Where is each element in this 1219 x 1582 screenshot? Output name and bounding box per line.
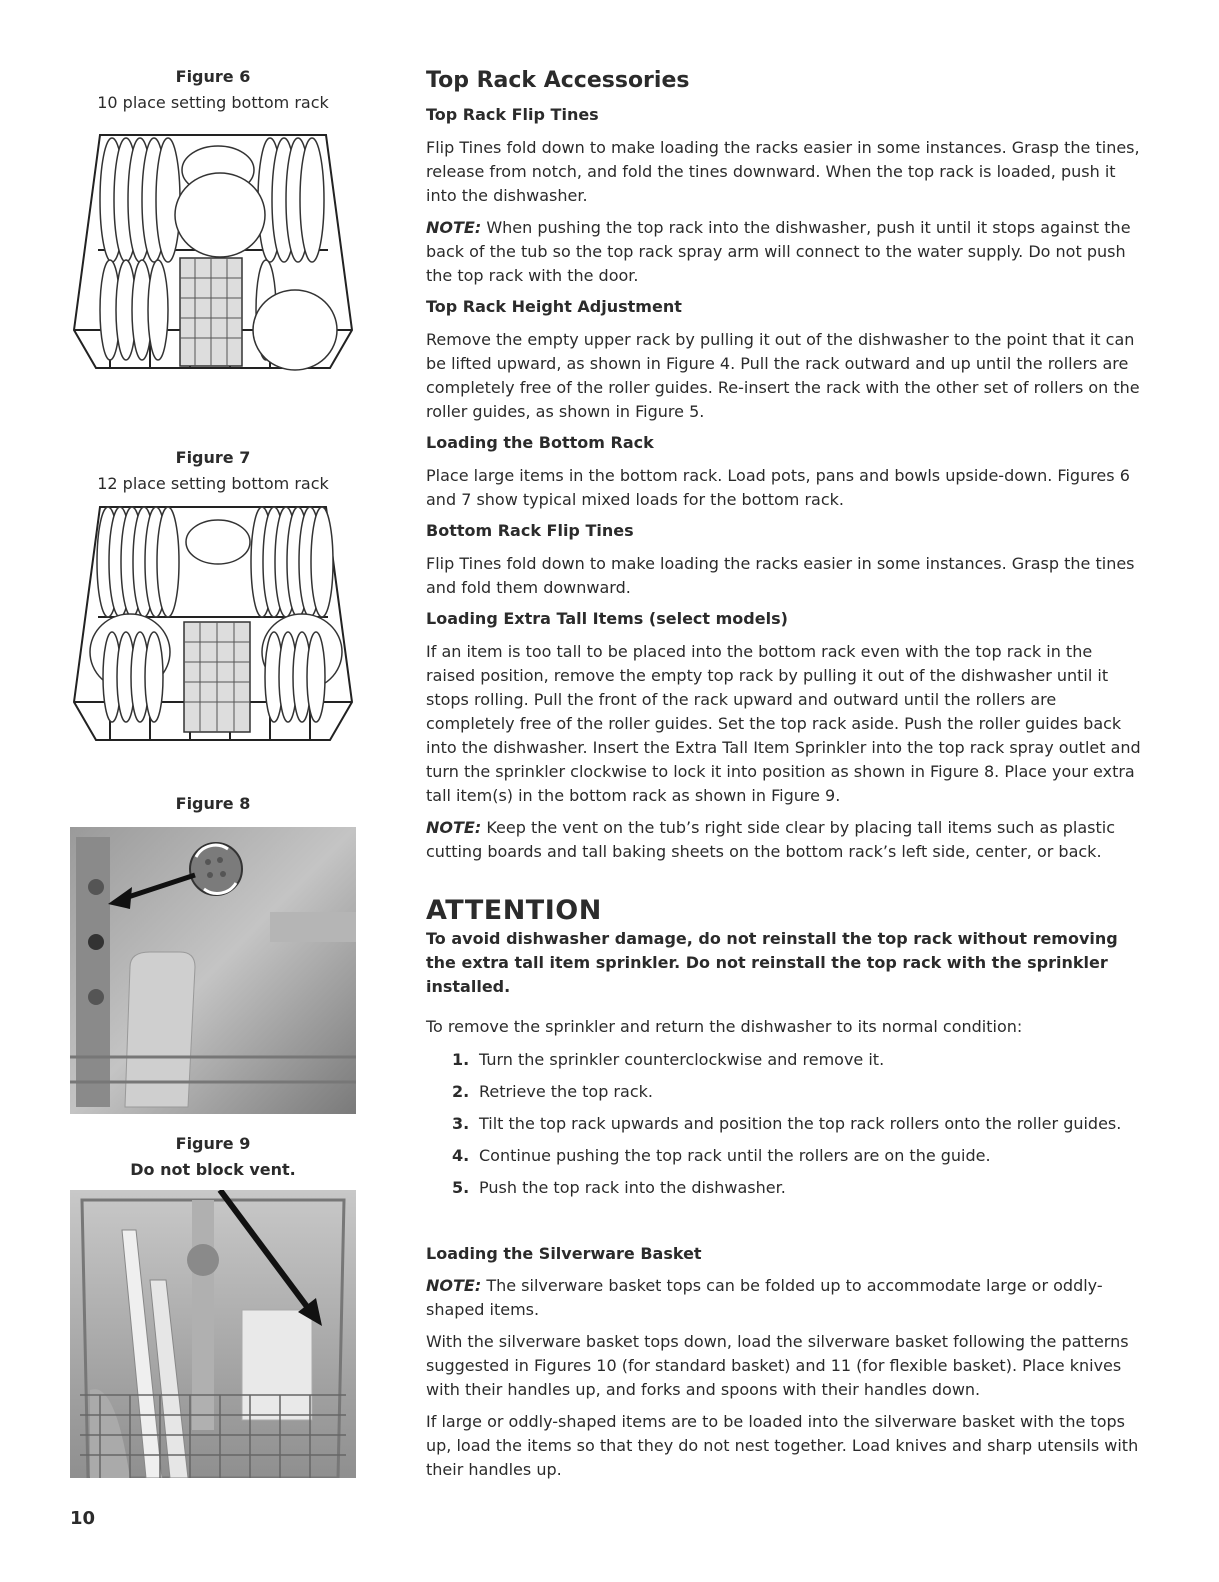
figure-6-caption — [70, 64, 356, 116]
rack-12-place-illustration — [70, 502, 356, 747]
figure-9-title: Figure 9 — [175, 1134, 251, 1153]
figure-7-subtitle: 12 place setting bottom rack — [97, 474, 329, 493]
step-number: 1. — [452, 1050, 470, 1069]
bottom-tines-body — [426, 552, 1141, 600]
step-item — [426, 1048, 1141, 1072]
top-rack-section — [426, 66, 1141, 96]
height-adjust-heading: Top Rack Height Adjustment — [426, 297, 682, 316]
figure-7-title: Figure 7 — [175, 448, 251, 467]
figure-9-subtitle: Do not block vent. — [130, 1160, 296, 1179]
height-adjust-text: Remove the empty upper rack by pulling it out of the dishwasher to the point that it can be lifted upward, as shown in Figure 4. Pull the rack outward and up until the rollers are completely free of the roller guides. Re-insert the rack with the other set of rollers on the roller guides, as shown in Figure 5. — [426, 330, 1140, 421]
step-item — [426, 1112, 1141, 1136]
bottom-rack-section — [426, 432, 1141, 454]
step-number: 5. — [452, 1178, 470, 1197]
step-number: 3. — [452, 1114, 470, 1133]
bottom-rack-text: Place large items in the bottom rack. Load pots, pans and bowls upside-down. Figures 6 and 7 show typical mixed loads for the bottom rack. — [426, 466, 1130, 509]
height-adjust-body — [426, 328, 1141, 424]
step-item — [426, 1176, 1141, 1200]
step-number: 2. — [452, 1082, 470, 1101]
figure-9-caption — [70, 1131, 356, 1183]
figure-9-image — [70, 1190, 356, 1478]
note-3-label: NOTE: — [426, 1276, 482, 1295]
attention-text: To avoid dishwasher damage, do not reinstall the top rack without removing the extra tall item sprinkler. Do not reinstall the top rack with the sprinkler installed. — [426, 929, 1118, 996]
tall-items-photo-illustration — [70, 1190, 356, 1478]
note-1 — [426, 216, 1141, 288]
step-text: Retrieve the top rack. — [479, 1082, 653, 1101]
silverware-text-2: If large or oddly-shaped items are to be loaded into the silverware basket with the tops up, load the items so that they do not nest together. Load knives and sharp utensils with their handles up. — [426, 1412, 1139, 1479]
silverware-body-2 — [426, 1410, 1141, 1482]
figure-7-image — [70, 502, 356, 747]
silverware-body-1 — [426, 1330, 1141, 1402]
remove-intro — [426, 1015, 1141, 1039]
page-number: 10 — [70, 1508, 96, 1529]
flip-tines-body — [426, 136, 1141, 208]
silverware-text-1: With the silverware basket tops down, load the silverware basket following the patterns suggested in Figures 10 (for standard basket) and 11 (for flexible basket). Place knives with their handles up, and forks and spoons with their handles down. — [426, 1332, 1129, 1399]
note-2 — [426, 816, 1141, 864]
flip-tines-heading: Top Rack Flip Tines — [426, 105, 599, 124]
figure-6-title: Figure 6 — [175, 67, 251, 86]
bottom-tines-text: Flip Tines fold down to make loading the racks easier in some instances. Grasp the tines and fold them downward. — [426, 554, 1135, 597]
height-adjust-section — [426, 296, 1141, 318]
top-rack-title: Top Rack Accessories — [426, 68, 690, 93]
step-text: Tilt the top rack upwards and position the top rack rollers onto the roller guides. — [479, 1114, 1122, 1133]
figure-8-caption — [70, 791, 356, 817]
tall-items-text: If an item is too tall to be placed into the bottom rack even with the top rack in the raised position, remove the empty top rack by pulling it out of the dishwasher until it stops rolling. Pull the front of the rack upward and outward until the rollers are completely free of the roller guides. Set the top rack aside. Push the roller guides back into the dishwasher. Insert the Extra Tall Item Sprinkler into the top rack spray outlet and turn the sprinkler clockwise to lock it into position as shown in Figure 8. Place your extra tall item(s) in the bottom rack as shown in Figure 9. — [426, 642, 1141, 805]
tall-items-body — [426, 640, 1141, 808]
note-1-label: NOTE: — [426, 218, 482, 237]
note-3 — [426, 1274, 1141, 1322]
figure-8-title: Figure 8 — [175, 794, 251, 813]
step-text: Continue pushing the top rack until the rollers are on the guide. — [479, 1146, 991, 1165]
figure-8-image — [70, 827, 356, 1114]
attention-title: ATTENTION — [426, 895, 602, 926]
step-number: 4. — [452, 1146, 470, 1165]
tall-items-heading: Loading Extra Tall Items (select models) — [426, 609, 788, 628]
bottom-rack-heading: Loading the Bottom Rack — [426, 433, 654, 452]
note-1-text: When pushing the top rack into the dishwasher, push it until it stops against the back of the tub so the top rack spray arm will connect to the water supply. Do not push the top rack with the door. — [426, 218, 1131, 285]
step-item — [426, 1080, 1141, 1104]
tall-items-section — [426, 608, 1141, 630]
note-3-text: The silverware basket tops can be folded up to accommodate large or oddly-shaped items. — [426, 1276, 1103, 1319]
note-2-label: NOTE: — [426, 818, 482, 837]
step-text: Push the top rack into the dishwasher. — [479, 1178, 786, 1197]
note-2-text: Keep the vent on the tub’s right side clear by placing tall items such as plastic cutting boards and tall baking sheets on the bottom rack’s left side, center, or back. — [426, 818, 1115, 861]
step-text: Turn the sprinkler counterclockwise and remove it. — [479, 1050, 885, 1069]
step-item — [426, 1144, 1141, 1168]
sprinkler-photo-illustration — [70, 827, 356, 1114]
flip-tines-section — [426, 104, 1141, 126]
steps-list — [426, 1048, 1141, 1200]
figure-6-subtitle: 10 place setting bottom rack — [97, 93, 329, 112]
silverware-heading: Loading the Silverware Basket — [426, 1244, 702, 1263]
figure-6-image — [70, 130, 356, 375]
silverware-section — [426, 1243, 1141, 1265]
attention-box — [426, 895, 1141, 999]
bottom-tines-section — [426, 520, 1141, 542]
bottom-rack-body — [426, 464, 1141, 512]
rack-10-place-illustration — [70, 130, 356, 375]
figure-7-caption — [70, 445, 356, 497]
remove-intro-text: To remove the sprinkler and return the dishwasher to its normal condition: — [426, 1017, 1023, 1036]
flip-tines-text: Flip Tines fold down to make loading the racks easier in some instances. Grasp the tines, release from notch, and fold the tines downward. When the top rack is loaded, push it into the dishwasher. — [426, 138, 1140, 205]
bottom-tines-heading: Bottom Rack Flip Tines — [426, 521, 634, 540]
